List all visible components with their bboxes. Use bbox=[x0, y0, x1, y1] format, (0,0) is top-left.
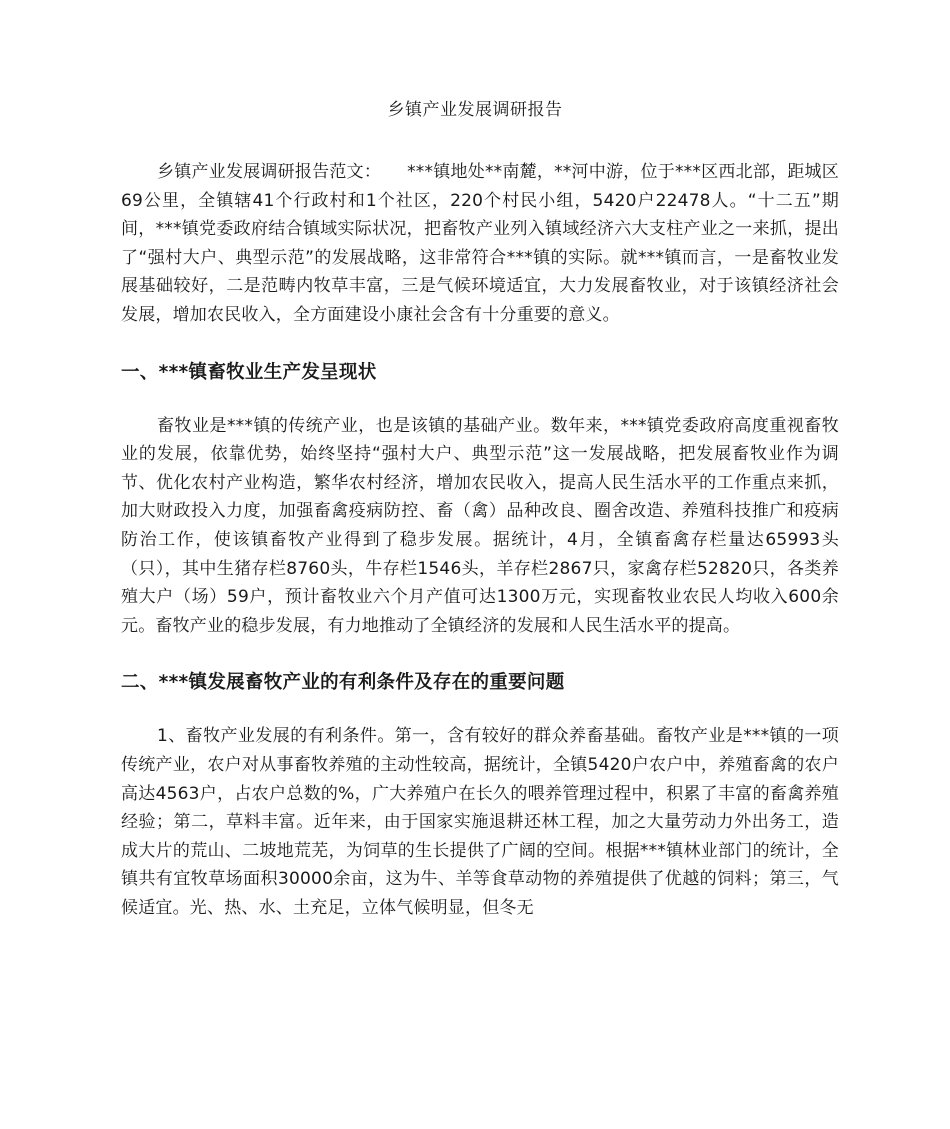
section-2-heading: 二、***镇发展畜牧产业的有利条件及存在的重要问题 bbox=[121, 672, 565, 694]
section-2-paragraph: 1、畜牧产业发展的有利条件。第一，含有较好的群众养畜基础。畜牧产业是***镇的一项传统产业，农户对从事畜牧养殖的主动性较高，据统计，全镇5420户农户中，养殖畜禽的农户高达4563户，占农户总数的%，广大养殖户在长久的喂养管理过程中，积累了丰富的畜禽养殖经验；第二，草料丰富。近年来，由于国家实施退耕还林工程，加之大量劳动力外出务工，造成大片的荒山、二坡地荒芜，为饲草的生长提供了广阔的空间。根据***镇林业部门的统计，全镇共有宜牧草场面积30000余亩，这为牛、羊等食草动物的养殖提供了优越的饲料；第三，气候适宜。光、热、水、土充足，立体气候明显，但冬无 bbox=[121, 726, 839, 918]
document-title: 乡镇产业发展调研报告 bbox=[387, 100, 563, 120]
section-1-heading: 一、***镇畜牧业生产发呈现状 bbox=[121, 361, 377, 383]
section-1-paragraph: 畜牧业是***镇的传统产业，也是该镇的基础产业。数年来，***镇党委政府高度重视畜牧业的发展，依靠优势，始终坚持“强村大户、典型示范”这一发展战略，把发展畜牧业作为调节、优化农村产业构造，繁华农村经济，增加农民收入，提高人民生活水平的工作重点来抓，加大财政投入力度，加强畜禽疫病防控、畜（禽）品种改良、圈舍改造、养殖科技推广和疫病防治工作，使该镇畜牧产业得到了稳步发展。据统计，4月，全镇畜禽存栏量达65993头（只），其中生猪存栏8760头，牛存栏1546头，羊存栏2867只，家禽存栏52820只，各类养殖大户（场）59户，预计畜牧业六个月产值可达1300万元，实现畜牧业农民人均收入600余元。畜牧产业的稳步发展，有力地推动了全镇经济的发展和人民生活水平的提高。 bbox=[121, 415, 839, 636]
intro-paragraph: 乡镇产业发展调研报告范文： ***镇地处**南麓，**河中游，位于***区西北部，距城区69公里，全镇辖41个行政村和1个社区，220个村民小组，5420户22478人。“十二五”期间，***镇党委政府结合镇域实际状况，把畜牧产业列入镇域经济六大支柱产业之一来抓，提出了“强村大户、典型示范”的发展战略，这非常符合***镇的实际。就***镇而言，一是畜牧业发展基础较好，二是范畴内牧草丰富，三是气候环境适宜，大力发展畜牧业，对于该镇经济社会发展，增加农民收入，全方面建设小康社会含有十分重要的意义。 bbox=[121, 162, 839, 325]
document-body bbox=[121, 158, 839, 922]
